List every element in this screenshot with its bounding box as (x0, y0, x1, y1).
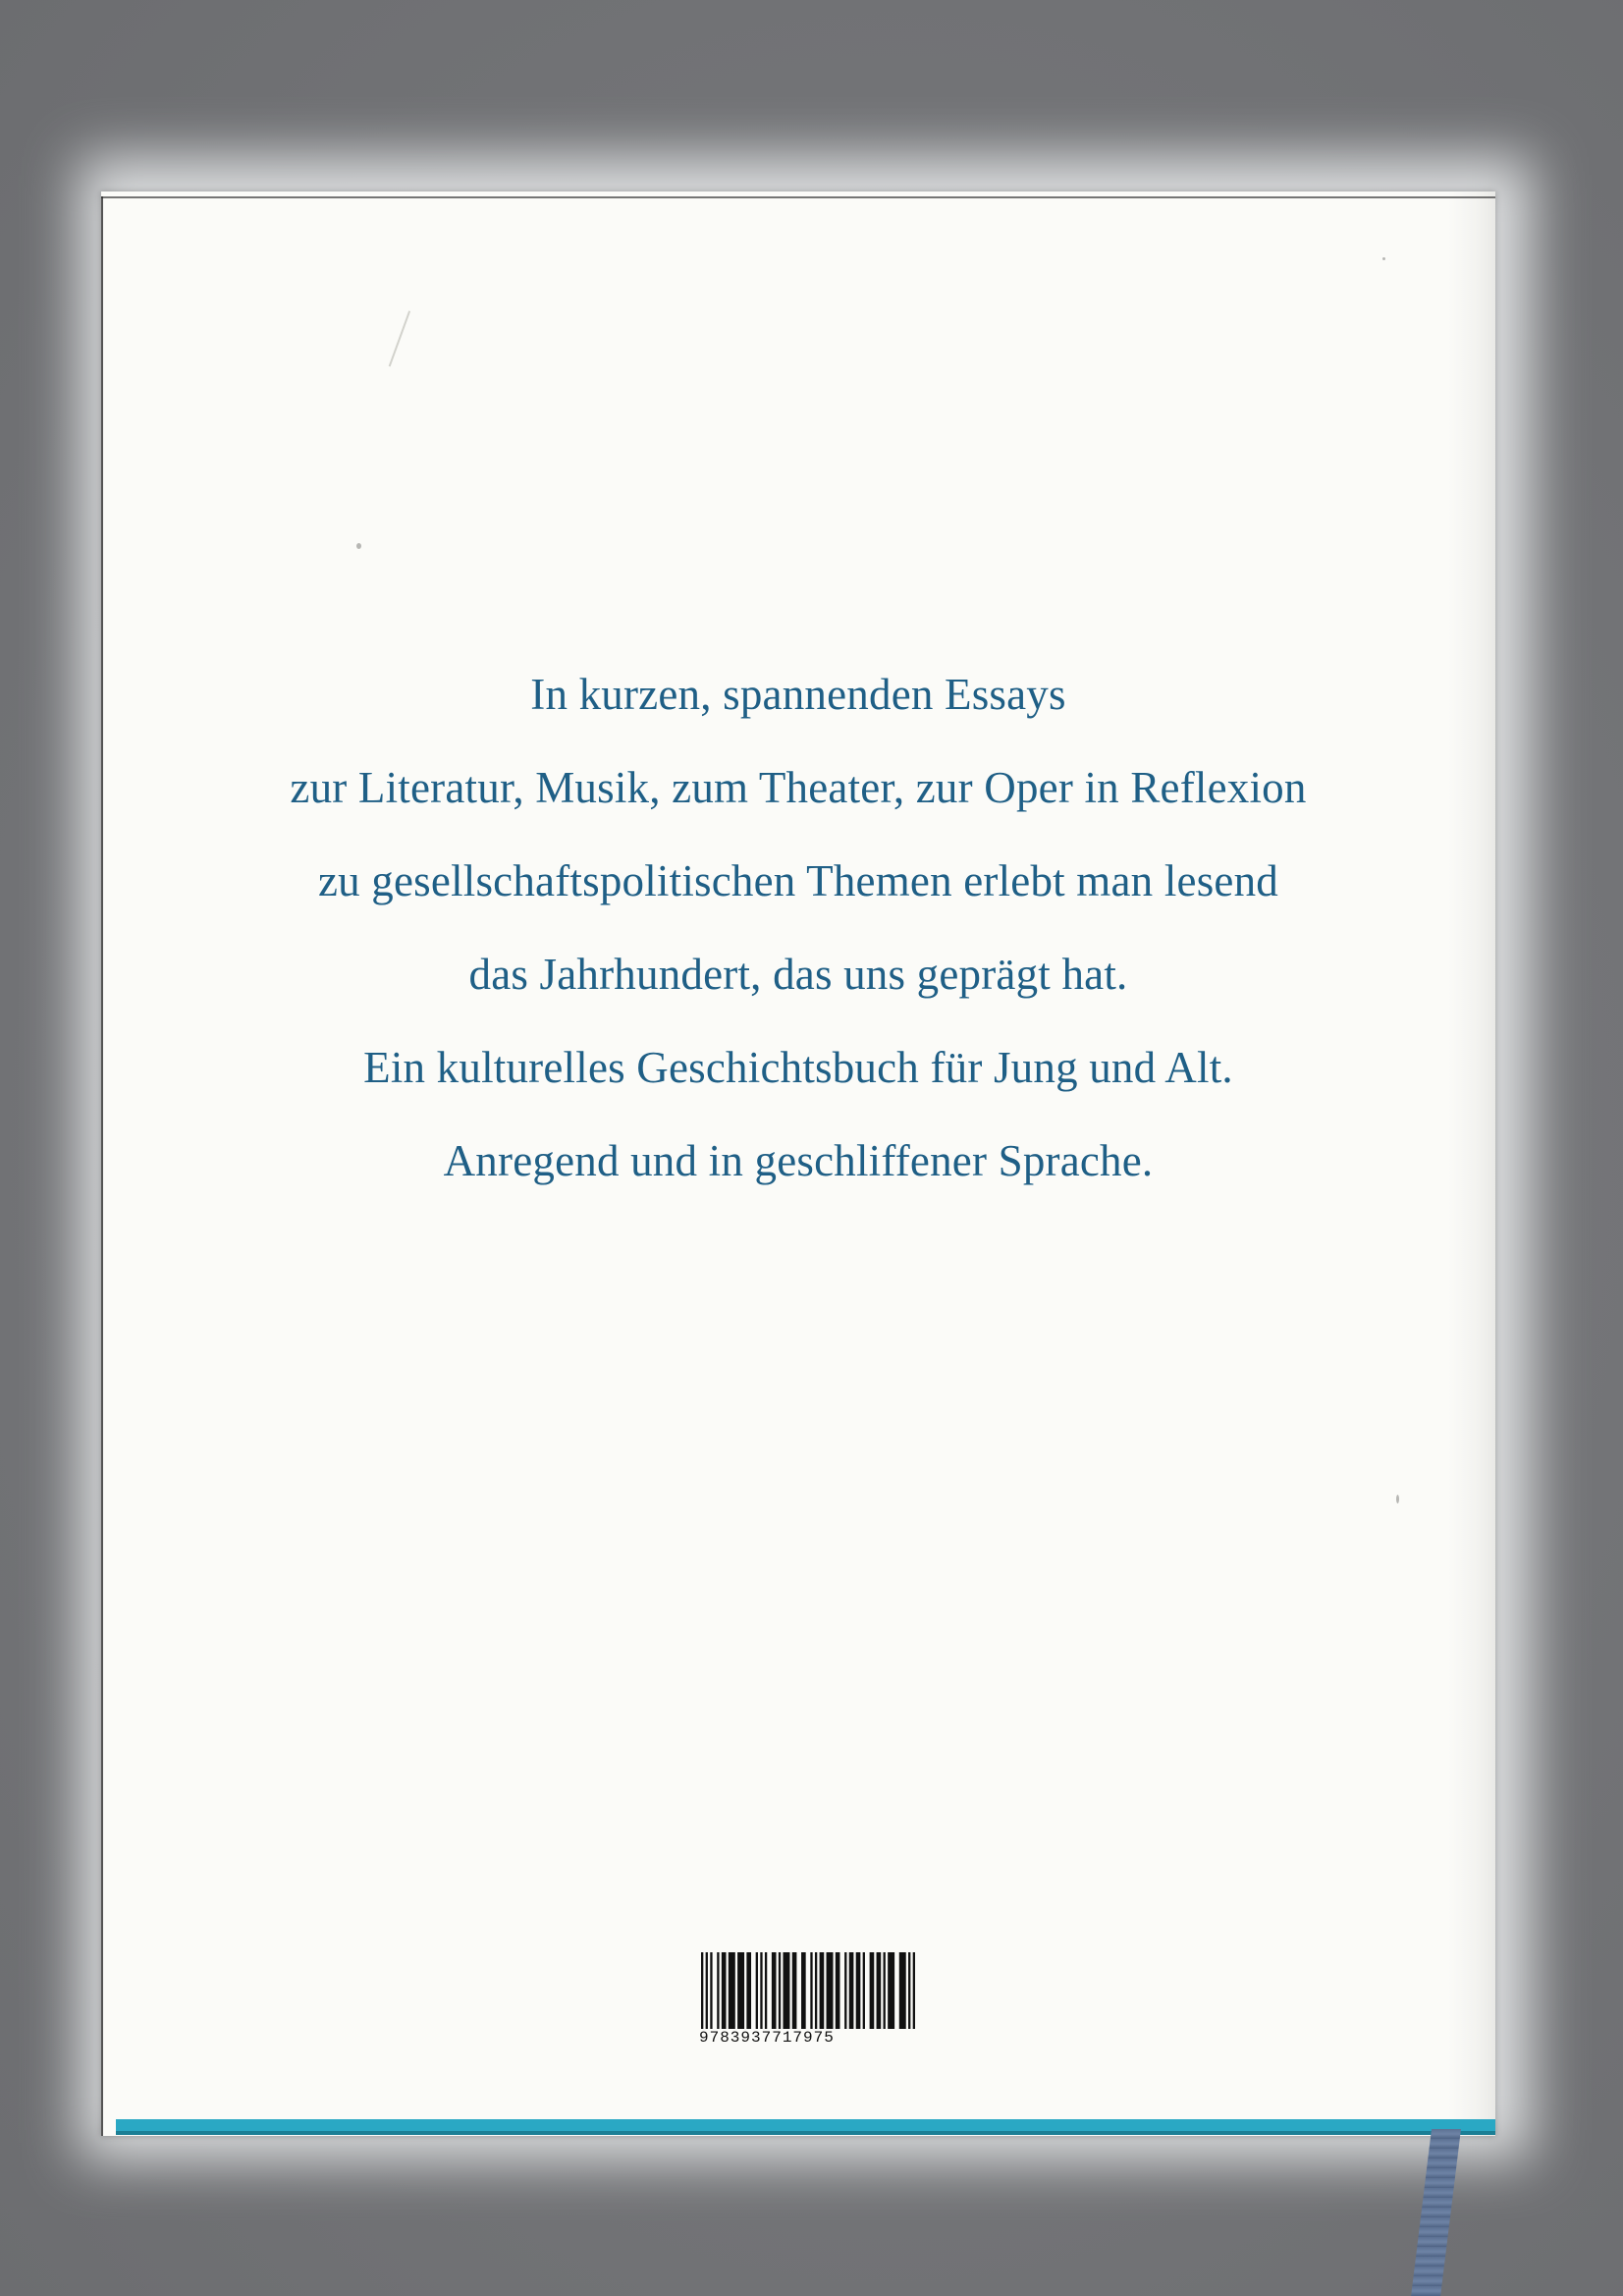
barcode-bar (870, 1952, 875, 2029)
blurb-line: Anregend und in geschliffener Sprache. (443, 1136, 1154, 1185)
barcode-bar (792, 1952, 797, 2029)
blurb-line: In kurzen, spannenden Essays (530, 670, 1066, 719)
barcode-bar (827, 1952, 834, 2029)
barcode-bars (699, 1952, 917, 2029)
barcode-bar (888, 1952, 894, 2029)
barcode-bar (746, 1952, 751, 2029)
barcode-bar (760, 1952, 762, 2029)
barcode-bar (710, 1952, 712, 2029)
barcode-number: 9783937717975 (699, 2029, 835, 2047)
isbn-barcode (699, 1952, 917, 2054)
barcode-bar (856, 1952, 861, 2029)
barcode-bar (729, 1952, 735, 2029)
cover-speck (356, 543, 361, 549)
barcode-bar (737, 1952, 744, 2029)
barcode-bar (772, 1952, 777, 2029)
cover-speck (1382, 257, 1385, 260)
barcode-bar (849, 1952, 854, 2029)
barcode-bar (801, 1952, 806, 2029)
blurb-line: zur Literatur, Musik, zum Theater, zur Oper in Reflexion (290, 763, 1307, 812)
barcode-bar (908, 1952, 910, 2029)
barcode-bar (899, 1952, 906, 2029)
blurb-line: zu gesellschaftspolitischen Themen erlebt man lesend (317, 856, 1278, 905)
barcode-bar (706, 1952, 708, 2029)
barcode-bar (844, 1952, 846, 2029)
barcode-bar (820, 1952, 825, 2029)
blurb-line: das Jahrhundert, das uns geprägt hat. (468, 950, 1128, 999)
blurb-line: Ein kulturelles Geschichtsbuch für Jung und Alt. (363, 1043, 1233, 1092)
barcode-bar (836, 1952, 840, 2029)
cover-speck (1396, 1495, 1399, 1503)
barcode-bar (884, 1952, 886, 2029)
barcode-bar (863, 1952, 865, 2029)
barcode-bar (779, 1952, 781, 2029)
spine-edge-shadow (116, 2131, 1495, 2135)
barcode-bar (756, 1952, 758, 2029)
barcode-bar (815, 1952, 817, 2029)
barcode-bar (913, 1952, 915, 2029)
barcode-bar (717, 1952, 719, 2029)
barcode-bar (783, 1952, 789, 2029)
cover-top-edge (101, 196, 1495, 198)
barcode-bar (765, 1952, 767, 2029)
barcode-bar (810, 1952, 812, 2029)
barcode-bar (877, 1952, 882, 2029)
blurb-text (101, 648, 1495, 1208)
barcode-bar (722, 1952, 727, 2029)
barcode-bar (701, 1952, 703, 2029)
